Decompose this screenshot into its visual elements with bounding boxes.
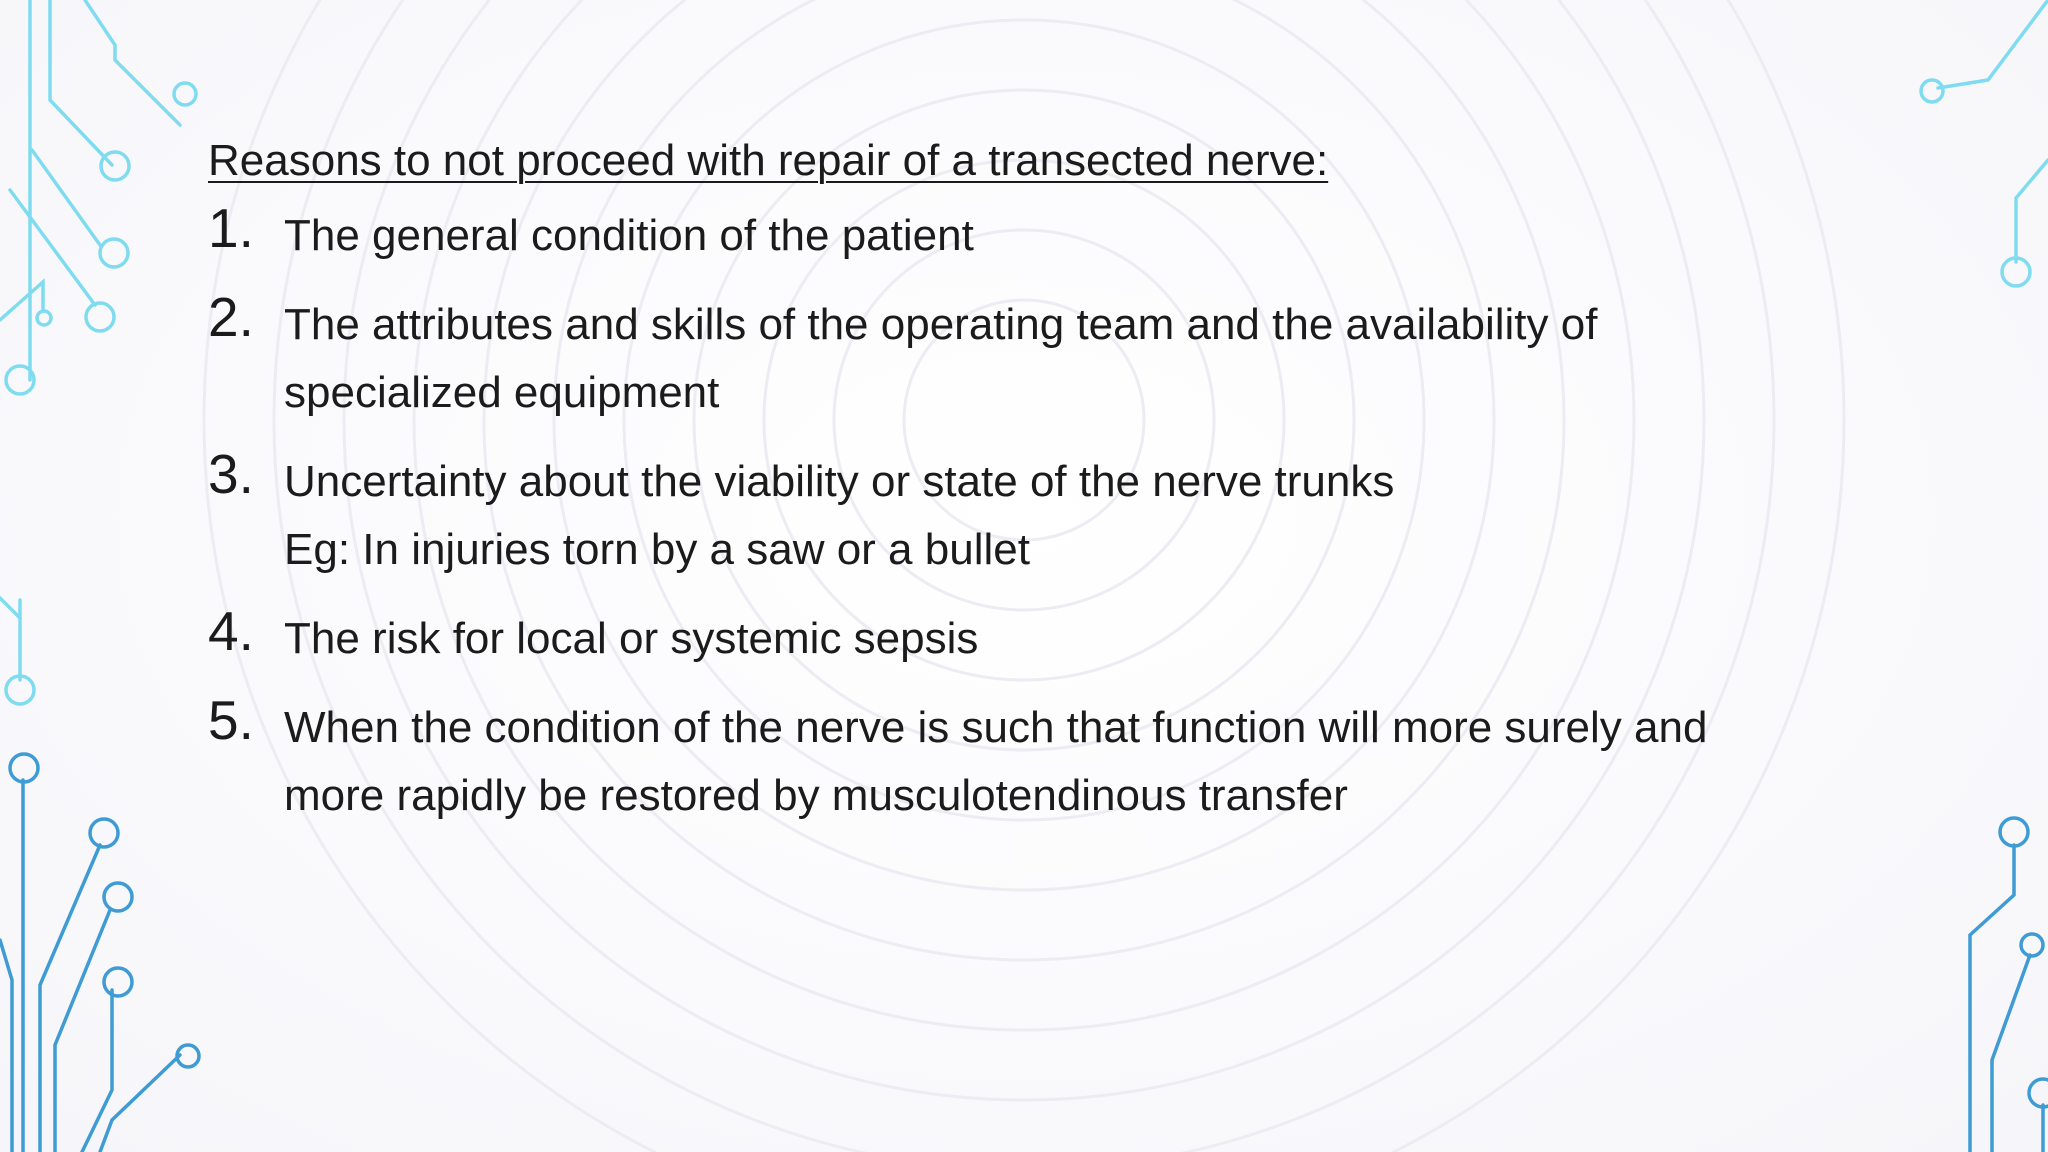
list-text — [284, 202, 974, 270]
reasons-list — [208, 197, 1888, 830]
list-item — [208, 600, 1888, 673]
list-text-line: The risk for local or systemic sepsis — [284, 614, 979, 663]
list-text-line: The attributes and skills of the operating team and the availability of — [284, 300, 1598, 349]
list-text-line: When the condition of the nerve is such that function will more surely and — [284, 703, 1708, 752]
list-text — [284, 605, 978, 673]
list-text — [284, 448, 1394, 584]
list-number: 1. — [208, 197, 254, 259]
list-item — [208, 443, 1888, 584]
list-text-line: more rapidly be restored by musculotendinous transfer — [284, 771, 1348, 820]
list-number: 3. — [208, 443, 254, 505]
list-text-line: specialized equipment — [284, 368, 720, 417]
slide-heading: Reasons to not proceed with repair of a transected nerve: — [208, 136, 1329, 185]
list-item — [208, 197, 1888, 270]
list-text — [284, 291, 1597, 427]
list-number: 2. — [208, 286, 254, 348]
slide-content — [208, 128, 1888, 851]
list-text-line: Eg: In injuries torn by a saw or a bullet — [284, 525, 1030, 574]
right-circuit-decoration — [1908, 0, 2048, 1152]
list-text-line: The general condition of the patient — [284, 211, 974, 260]
list-number: 5. — [208, 689, 254, 751]
list-item — [208, 689, 1888, 830]
list-text — [284, 694, 1707, 830]
list-item — [208, 286, 1888, 427]
list-number: 4. — [208, 600, 254, 662]
list-text-line: Uncertainty about the viability or state of the nerve trunks — [284, 457, 1395, 506]
